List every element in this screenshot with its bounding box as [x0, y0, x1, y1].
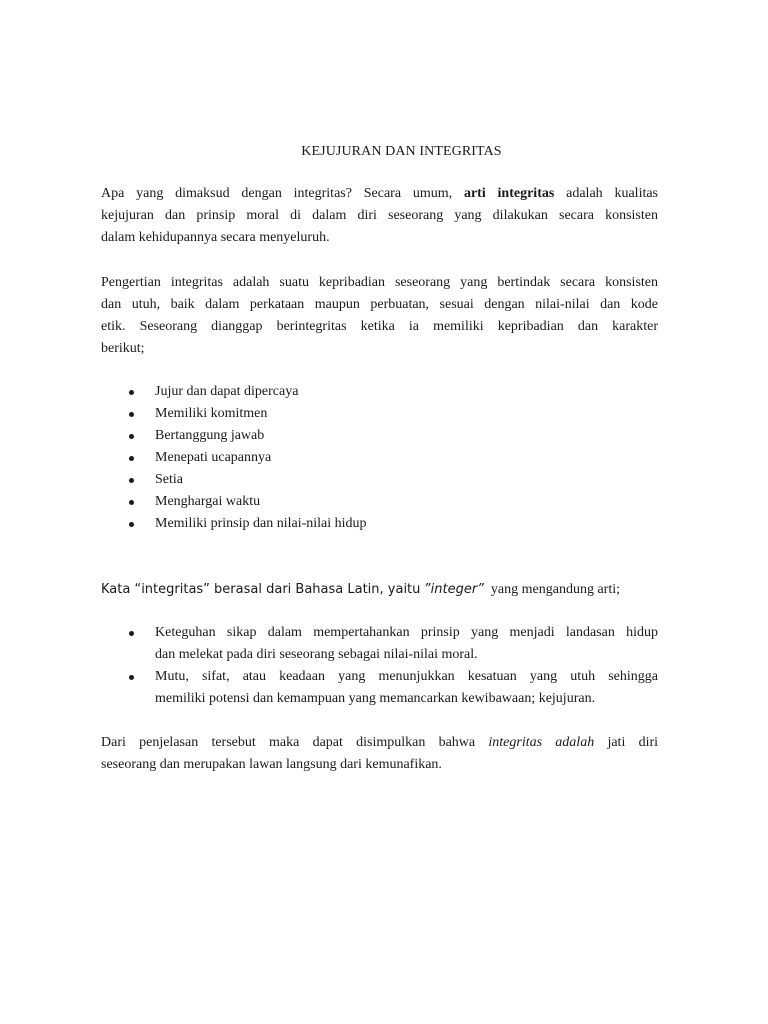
meanings-list — [0, 622, 658, 710]
text-span: yang mengandung arti; — [490, 582, 620, 597]
bullet-icon — [129, 522, 134, 527]
text-span: Apa yang dimaksud dengan integritas? Secara umum, — [101, 186, 453, 201]
text-span: Kata “integritas” berasal dari Bahasa Latin, yaitu — [101, 582, 421, 597]
document-title: KEJUJURAN DAN INTEGRITAS — [301, 144, 502, 159]
list-item — [0, 513, 367, 535]
list-item — [0, 491, 367, 513]
list-item — [0, 447, 367, 469]
paragraph-line — [101, 579, 658, 601]
paragraph-etymology — [101, 579, 658, 601]
paragraph-line — [101, 183, 658, 205]
list-item — [0, 403, 367, 425]
list-item — [0, 622, 658, 666]
list-item — [0, 381, 367, 403]
list-item-text: Menghargai waktu — [155, 494, 261, 509]
paragraph-line: etik. Seseorang dianggap berintegritas ketika ia memiliki kepribadian dan karakter — [101, 319, 658, 334]
text-span: adalah kualitas — [566, 186, 659, 201]
list-item-text: Bertanggung jawab — [155, 428, 265, 443]
bullet-icon — [129, 478, 134, 483]
list-item-text: Menepati ucapannya — [155, 450, 272, 465]
paragraph-line: kejujuran dan prinsip moral di dalam diri seseorang yang dilakukan secara konsisten — [101, 208, 658, 223]
italic-term: ”integer” — [423, 582, 484, 597]
list-item-text: dan melekat pada diri seseorang sebagai nilai-nilai moral. — [155, 647, 478, 662]
paragraph-line: seseorang dan merupakan lawan langsung dari kemunafikan. — [101, 757, 442, 772]
text-span: Dari penjelasan tersebut maka dapat disimpulkan bahwa — [101, 735, 476, 750]
paragraph-line: dalam kehidupannya secara menyeluruh. — [101, 230, 330, 245]
paragraph-conclusion — [101, 732, 658, 776]
bullet-icon — [129, 500, 134, 505]
bullet-icon — [129, 412, 134, 417]
text-span: jati diri — [607, 735, 659, 750]
list-item-text: Jujur dan dapat dipercaya — [155, 384, 299, 399]
list-item — [0, 469, 367, 491]
paragraph-definition — [101, 183, 658, 249]
paragraph-line: dan utuh, baik dalam perkataan maupun perbuatan, sesuai dengan nilai-nilai dan kode — [101, 297, 658, 312]
paragraph-line: Pengertian integritas adalah suatu kepribadian seseorang yang bertindak secara konsisten — [101, 275, 658, 290]
list-item-text: Memiliki prinsip dan nilai-nilai hidup — [155, 516, 367, 531]
list-item-text: Memiliki komitmen — [155, 406, 268, 421]
list-item-text: Mutu, sifat, atau keadaan yang menunjukkan kesatuan yang utuh sehingga — [155, 669, 658, 684]
bullet-icon — [129, 390, 134, 395]
paragraph-line: berikut; — [101, 341, 145, 356]
bullet-icon — [129, 434, 134, 439]
list-item — [0, 425, 367, 447]
list-item-text: Setia — [155, 472, 183, 487]
bold-term: arti integritas — [463, 186, 555, 201]
paragraph-line — [101, 732, 658, 754]
list-item-text: Keteguhan sikap dalam mempertahankan prinsip yang menjadi landasan hidup — [155, 625, 658, 640]
bullet-icon — [129, 456, 134, 461]
italic-term: integritas adalah — [488, 735, 595, 750]
list-item-text: memiliki potensi dan kemampuan yang memancarkan kewibawaan; kejujuran. — [155, 691, 596, 706]
list-item — [0, 666, 658, 710]
traits-list — [0, 381, 367, 535]
bullet-icon — [129, 631, 134, 636]
bullet-icon — [129, 675, 134, 680]
paragraph-meaning — [101, 272, 658, 360]
